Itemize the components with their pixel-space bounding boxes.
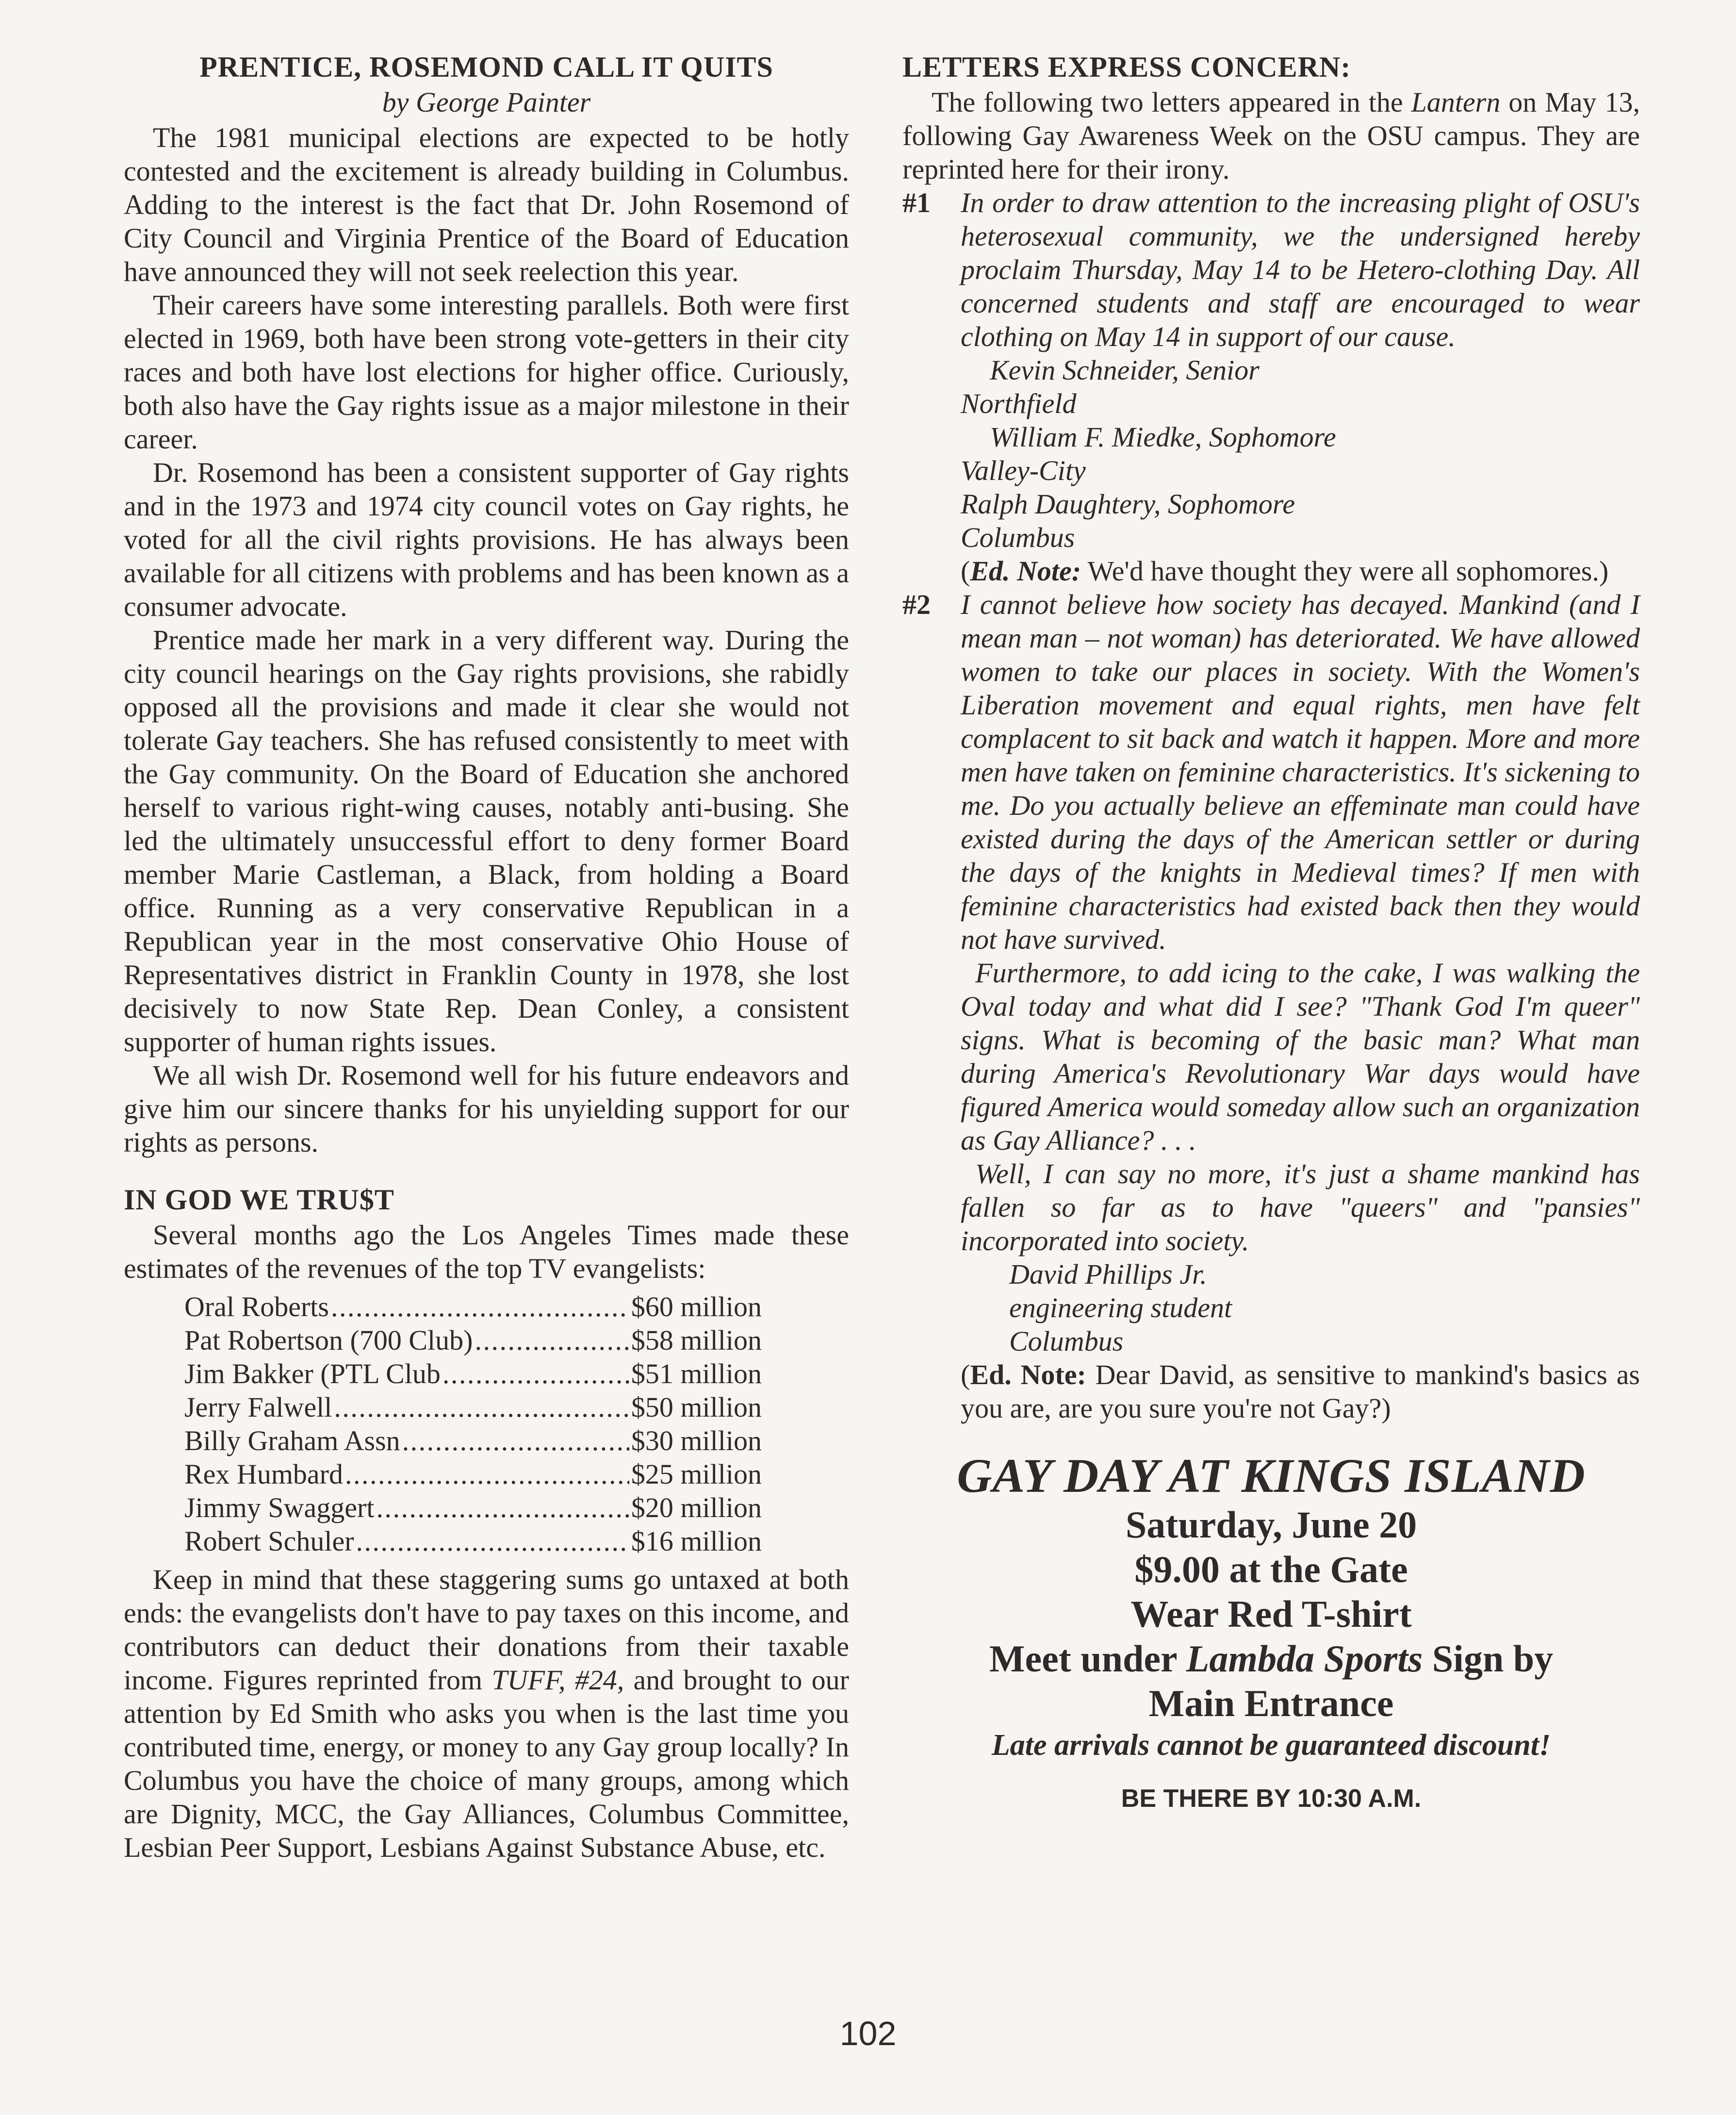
sign-name: Lambda Sports bbox=[1186, 1637, 1423, 1680]
event-price: $9.00 at the Gate bbox=[1134, 1548, 1408, 1590]
signer-name: Kevin Schneider, Senior bbox=[990, 354, 1260, 386]
evangelist-name: Jim Bakker (PTL Club bbox=[184, 1358, 441, 1389]
article-title-in-god-we-trust: IN GOD WE TRU$T bbox=[124, 1184, 394, 1216]
evangelist-name: Pat Robertson (700 Club) bbox=[184, 1324, 473, 1356]
revenue-amount: $30 million bbox=[631, 1425, 762, 1456]
revenue-amount: $60 million bbox=[631, 1291, 762, 1322]
letter-number: #2 bbox=[902, 589, 931, 620]
dress-code: Wear Red T-shirt bbox=[1130, 1593, 1412, 1635]
list-item bbox=[184, 1457, 762, 1491]
letter-paragraph: Well, I can say no more, it's just a shame mankind has fallen so far as to have "queers" and "pansies" incorporated into society. bbox=[961, 1158, 1640, 1256]
letter-2 bbox=[902, 588, 1640, 1425]
evangelist-name: Rex Humbard bbox=[184, 1458, 343, 1490]
kings-island-announcement bbox=[902, 1449, 1640, 1816]
newspaper-name: Lantern bbox=[1411, 86, 1501, 118]
arrival-time: BE THERE BY 10:30 A.M. bbox=[1121, 1785, 1422, 1813]
paragraph: We all wish Dr. Rosemond well for his future endeavors and give him our sincere thanks for his unyielding support for our rights as persons. bbox=[124, 1059, 849, 1158]
announcement-title: GAY DAY AT KINGS ISLAND bbox=[957, 1449, 1586, 1503]
letter-body bbox=[961, 588, 1640, 1425]
list-item bbox=[184, 1524, 762, 1558]
list-item bbox=[184, 1290, 762, 1323]
event-date: Saturday, June 20 bbox=[1125, 1504, 1417, 1546]
signer-place: Columbus bbox=[961, 522, 1075, 553]
editor-note: (Ed. Note: Dear David, as sensitive to mankind's basics as you are, are you sure you're not Gay?) bbox=[961, 1359, 1640, 1424]
editor-note-text: We'd have thought they were all sophomores.) bbox=[1081, 555, 1609, 587]
leader-dots bbox=[334, 1390, 629, 1424]
leader-dots bbox=[442, 1357, 629, 1390]
evangelist-name: Oral Roberts bbox=[184, 1291, 329, 1322]
signer-place: Columbus bbox=[1009, 1325, 1124, 1357]
article-title-prentice-rosemond: PRENTICE, ROSEMOND CALL IT QUITS bbox=[199, 51, 773, 83]
signer-place: Valley-City bbox=[961, 455, 1086, 486]
editor-note-label: Ed. Note: bbox=[970, 555, 1081, 587]
right-column bbox=[902, 49, 1640, 1816]
revenue-amount: $20 million bbox=[631, 1492, 762, 1523]
signer-name: David Phillips Jr. bbox=[1009, 1258, 1207, 1290]
editor-note-label: Ed. Note: bbox=[970, 1359, 1086, 1390]
evangelist-name: Robert Schuler bbox=[184, 1525, 354, 1557]
signer-name: William F. Miedke, Sophomore bbox=[990, 421, 1336, 453]
meeting-location: Main Entrance bbox=[1148, 1682, 1394, 1724]
revenue-amount: $16 million bbox=[631, 1525, 762, 1557]
letter-body bbox=[961, 186, 1640, 588]
letter-paragraph: Furthermore, to add icing to the cake, I was walking the Oval today and what did I see? "Thank God I'm queer" signs. What is becoming of the basic man? What man during America's Revolutionary War days would have figured America would someday allow such an organization as Gay Alliance? . . . bbox=[961, 957, 1640, 1156]
editor-note-text: Dear David, as sensitive to mankind's basics as you are, are you sure you're not Gay?) bbox=[961, 1359, 1640, 1424]
editor-note: (Ed. Note: We'd have thought they were all sophomores.) bbox=[961, 555, 1609, 587]
paragraph: Dr. Rosemond has been a consistent supporter of Gay rights and in the 1973 and 1974 city council votes on Gay rights, he voted for all the civil rights provisions. He has always been available for all citizens with problems and has been known as a consumer advocate. bbox=[124, 457, 849, 622]
paragraph: The 1981 municipal elections are expected to be hotly contested and the excitement is already building in Columbus. Adding to the interest is the fact that Dr. John Rosemond of City Council and Virginia Prentice of the Board of Education have announced they will not seek reelection this year. bbox=[124, 122, 849, 287]
paragraph bbox=[124, 1563, 849, 1864]
list-item bbox=[184, 1424, 762, 1457]
text: Sign by bbox=[1423, 1637, 1554, 1680]
signer-title: engineering student bbox=[1009, 1292, 1232, 1323]
late-arrival-note: Late arrivals cannot be guaranteed discount! bbox=[991, 1729, 1551, 1762]
evangelist-name: Billy Graham Assn bbox=[184, 1425, 400, 1456]
text: Meet under bbox=[989, 1637, 1186, 1680]
revenue-amount: $58 million bbox=[631, 1324, 762, 1356]
paragraph: Their careers have some interesting parallels. Both were first elected in 1969, both have been strong vote-getters in their city races and both have lost elections for higher office. Curiously, both also have the Gay rights issue as a major milestone in their career. bbox=[124, 289, 849, 455]
evangelist-revenue-list bbox=[184, 1290, 762, 1558]
text: and brought to our attention by Ed Smith who asks you when is the last time you contributed time, energy, or money to any Gay group locally? In Columbus you have the choice of many groups, among which are Dignity, MCC, the Gay Alliances, Columbus Committee, Lesbian Peer Support, Lesbians Against Substance Abuse, etc. bbox=[124, 1664, 849, 1863]
text: Keep in mind that these staggering sums go untaxed at both ends: the evangelists don't have to pay taxes on this income, and contributors can deduct their donations from their taxable income. Figures reprinted from bbox=[124, 1564, 849, 1696]
evangelist-name: Jimmy Swaggert bbox=[184, 1492, 375, 1523]
left-column bbox=[124, 49, 849, 1864]
revenue-amount: $25 million bbox=[631, 1458, 762, 1490]
signer-name: Ralph Daughtery, Sophomore bbox=[961, 488, 1295, 520]
leader-dots bbox=[331, 1290, 629, 1323]
revenue-amount: $51 million bbox=[631, 1358, 762, 1389]
list-item bbox=[184, 1357, 762, 1390]
list-item bbox=[184, 1491, 762, 1524]
list-item bbox=[184, 1390, 762, 1424]
letter-1 bbox=[902, 186, 1640, 588]
signer-place: Northfield bbox=[961, 388, 1077, 419]
source-citation: TUFF, #24, bbox=[491, 1664, 624, 1696]
leader-dots bbox=[475, 1323, 629, 1357]
letter-text: In order to draw attention to the increasing plight of OSU's heterosexual community, we the undersigned hereby proclaim Thursday, May 14 to be Hetero-clothing Day. All concerned students and staff are encouraged to wear clothing on May 14 in support of our cause. bbox=[961, 187, 1640, 352]
article-title-letters: LETTERS EXPRESS CONCERN: bbox=[902, 51, 1351, 83]
text: on May 13, following Gay Awareness Week on the OSU campus. They are reprinted here for their irony. bbox=[902, 86, 1640, 185]
letter-number: #1 bbox=[902, 187, 931, 218]
paragraph: Several months ago the Los Angeles Times made these estimates of the revenues of the top TV evangelists: bbox=[124, 1219, 849, 1284]
leader-dots bbox=[356, 1524, 629, 1558]
leader-dots bbox=[345, 1457, 629, 1491]
leader-dots bbox=[376, 1491, 629, 1524]
text: The following two letters appeared in the bbox=[932, 86, 1411, 118]
paragraph: Prentice made her mark in a very different way. During the city council hearings on the Gay rights provisions, she rabidly opposed all the provisions and made it clear she would not tolerate Gay teachers. She has refused consistently to meet with the Gay community. On the Board of Education she anchored herself to various right-wing causes, notably anti-busing. She led the ultimately unsuccessful effort to deny former Board member Marie Castleman, a Black, from holding a Board office. Running as a very conservative Republican in a Republican year in the most conservative Ohio House of Representatives district in Franklin County in 1978, she lost decisively to now State Rep. Dean Conley, a consistent supporter of human rights issues. bbox=[124, 624, 849, 1058]
paragraph bbox=[902, 85, 1640, 186]
letter-paragraph: I cannot believe how society has decayed. Mankind (and I mean man – not woman) has deteriorated. We have allowed women to take our places in society. With the Women's Liberation movement and equal rights, men have felt complacent to sit back and watch it happen. More and more men have taken on feminine characteristics. It's sickening to me. Do you actually believe an effeminate man could have existed during the days of the American settler or during the days of the knights in Medieval times? If men with feminine characteristics had existed back then they would not have survived. bbox=[961, 589, 1640, 955]
page-number: 102 bbox=[839, 2015, 897, 2052]
meeting-point bbox=[902, 1636, 1640, 1681]
evangelist-name: Jerry Falwell bbox=[184, 1391, 332, 1423]
revenue-amount: $50 million bbox=[631, 1391, 762, 1423]
byline: by George Painter bbox=[382, 86, 591, 118]
leader-dots bbox=[402, 1424, 629, 1457]
list-item bbox=[184, 1323, 762, 1357]
